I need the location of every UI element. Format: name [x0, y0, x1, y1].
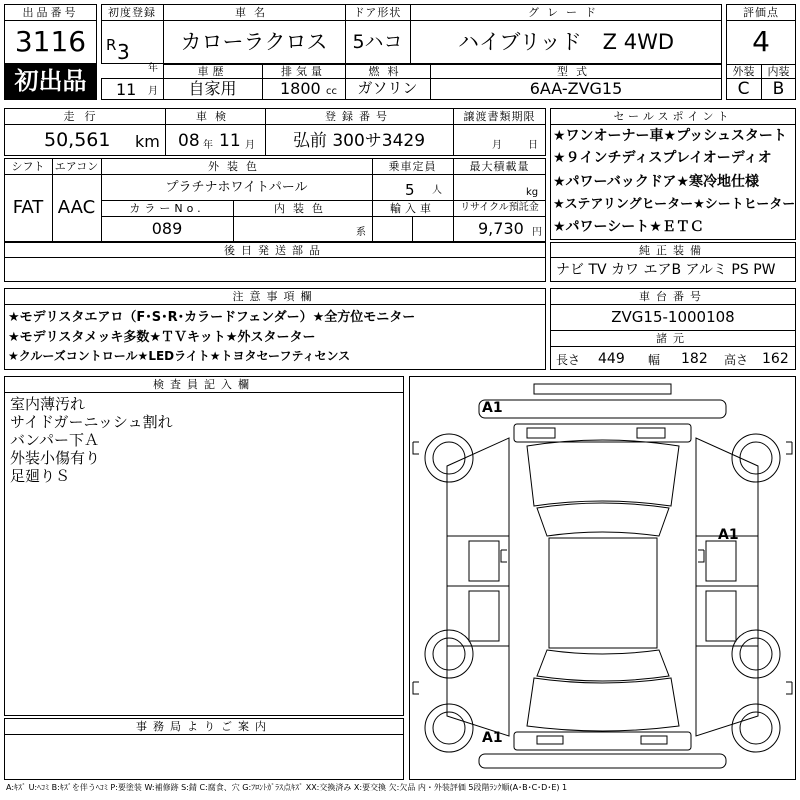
damage-mark-rear: A1	[482, 730, 503, 746]
office-label: 事務局よりご案内	[136, 720, 272, 733]
exterior-grade-label: 外装	[732, 65, 755, 78]
year-unit: 年	[148, 63, 158, 74]
later-parts-label: 後日発送部品	[224, 244, 326, 257]
sales-point-line: ★ステアリングヒーター★シートヒーター	[553, 197, 796, 212]
capacity-label: 乗車定員	[388, 160, 437, 173]
width: 182	[681, 351, 708, 367]
chassis-number: ZVG15-1000108	[611, 308, 735, 326]
interior-grade: B	[772, 79, 785, 99]
transfer-day-unit: 日	[528, 140, 538, 151]
damage-mark-front: A1	[482, 400, 503, 416]
vehicle-history: 自家用	[188, 79, 237, 98]
displacement-unit: cc	[326, 86, 337, 97]
door-type: 5ハコ	[352, 31, 403, 53]
color-number-label: カラーNo.	[129, 202, 205, 215]
interior-color-unit: 系	[356, 227, 366, 238]
inspection-year: 08	[178, 131, 200, 151]
car-name-label: 車名	[235, 6, 273, 19]
month-unit: 月	[148, 86, 158, 97]
width-label: 幅	[648, 353, 661, 367]
history-label: 車歴	[197, 65, 228, 78]
inspector-line: 足廻りＳ	[10, 467, 71, 485]
grade-label: グレード	[528, 6, 604, 19]
sales-point-line: ★９インチディスプレイオーディオ	[553, 150, 772, 166]
genuine-equipment: ナビ TV カワ エアB アルミ PS PW	[556, 262, 776, 278]
sales-points-label: セールスポイント	[613, 110, 733, 123]
transfer-month-unit: 月	[492, 140, 502, 151]
import-label: 輸入車	[390, 202, 435, 215]
lot-number: 3116	[14, 25, 87, 58]
capacity-unit: 人	[432, 185, 442, 196]
recycle-label: リサイクル預託金	[460, 202, 539, 213]
score: 4	[752, 25, 770, 58]
displacement: 1800	[280, 79, 321, 98]
max-load-unit: kg	[526, 187, 539, 198]
score-label: 評価点	[743, 6, 779, 19]
footer-legend: A:ｷｽﾞ U:ﾍｺﾐ B:ｷｽﾞを伴うﾍｺﾐ P:要塗装 W:補修跡 S:錆 C:腐食、穴 G:ﾌﾛﾝﾄｶﾞﾗｽ点ｷｽﾞ XX:交換済み X:要交換 欠:欠品 内・外装評価 5段階ﾗﾝｸ順(A･B･C･D･E) 1	[6, 783, 568, 792]
damage-mark-right: A1	[718, 527, 739, 543]
fuel-label: 燃料	[368, 65, 407, 78]
inspector-line: 外装小傷有り	[10, 449, 101, 467]
mileage-unit: km	[135, 132, 160, 151]
recycle-fee: 9,730	[478, 219, 524, 238]
aircon-label: エアコン	[54, 160, 99, 173]
sales-point-line: ★パワーバックドア★寒冷地仕様	[553, 174, 759, 190]
inspector-line: バンパー下Ａ	[10, 431, 99, 449]
transfer-deadline-label: 譲渡書類期限	[463, 110, 536, 123]
car-diagram	[409, 376, 796, 780]
car-name: カローラクロス	[180, 30, 328, 54]
notes-line: ★モデリスタメッキ多数★ＴＶキット★外スターター	[8, 330, 316, 345]
capacity: 5	[405, 181, 415, 199]
first-listing-text: 初出品	[14, 67, 87, 95]
height: 162	[762, 351, 789, 367]
first-registration-month: 11	[116, 80, 137, 99]
mileage: 50,561	[44, 129, 111, 151]
door-type-label: ドア形状	[353, 6, 402, 19]
length-label: 長さ	[556, 353, 581, 367]
length: 449	[598, 351, 625, 367]
first-registration-label: 初度登録	[108, 6, 156, 19]
first-registration-year: 3	[117, 40, 130, 64]
aircon: AAC	[57, 197, 96, 218]
chassis-label: 車台番号	[639, 290, 707, 303]
notes-line: ★クルーズコントロール★LEDライト★トヨタセーフティセンス	[8, 349, 351, 363]
mileage-label: 走行	[63, 110, 106, 123]
exterior-grade: C	[737, 79, 750, 99]
notes-label: 注意事項欄	[232, 290, 318, 303]
genuine-equipment-label: 純正装備	[639, 244, 707, 257]
inspection-month-unit: 月	[245, 140, 255, 151]
dimensions-label: 諸元	[656, 332, 690, 345]
lot-number-label: 出品番号	[22, 6, 79, 19]
inspector-label: 検査員記入欄	[153, 378, 255, 391]
model-code: 6AA-ZVG15	[529, 79, 623, 98]
displacement-label: 排気量	[281, 65, 326, 78]
inspector-line: サイドガーニッシュ割れ	[10, 413, 173, 431]
model-code-label: 型式	[557, 65, 595, 78]
sales-point-line: ★パワーシート★ＥＴＣ	[553, 219, 704, 235]
registration-number: 弘前 300サ3429	[292, 131, 426, 151]
inspector-line: 室内薄汚れ	[10, 395, 86, 413]
inspection-year-unit: 年	[203, 140, 213, 151]
shift-label: シフト	[11, 160, 45, 173]
exterior-color-label: 外装色	[208, 160, 265, 173]
max-load-label: 最大積載量	[469, 160, 530, 173]
notes-line: ★モデリスタエアロ（F･S･R･カラードフェンダー）★全方位モニター	[8, 310, 416, 325]
exterior-color: プラチナホワイトパール	[165, 180, 308, 195]
interior-grade-label: 内装	[767, 65, 790, 78]
color-number: 089	[151, 219, 183, 238]
inspection-month: 11	[219, 131, 241, 151]
inspection-label: 車検	[196, 110, 234, 123]
fuel: ガソリン	[357, 79, 418, 97]
era-prefix: R	[106, 36, 117, 54]
grade: ハイブリッド Z 4WD	[457, 30, 675, 54]
sales-point-line: ★ワンオーナー車★プッシュスタート	[553, 128, 787, 144]
interior-color-label: 内装色	[274, 202, 331, 215]
recycle-unit: 円	[532, 227, 542, 238]
registration-label: 登録番号	[325, 110, 393, 123]
height-label: 高さ	[724, 353, 749, 367]
shift: FAT	[12, 197, 44, 218]
